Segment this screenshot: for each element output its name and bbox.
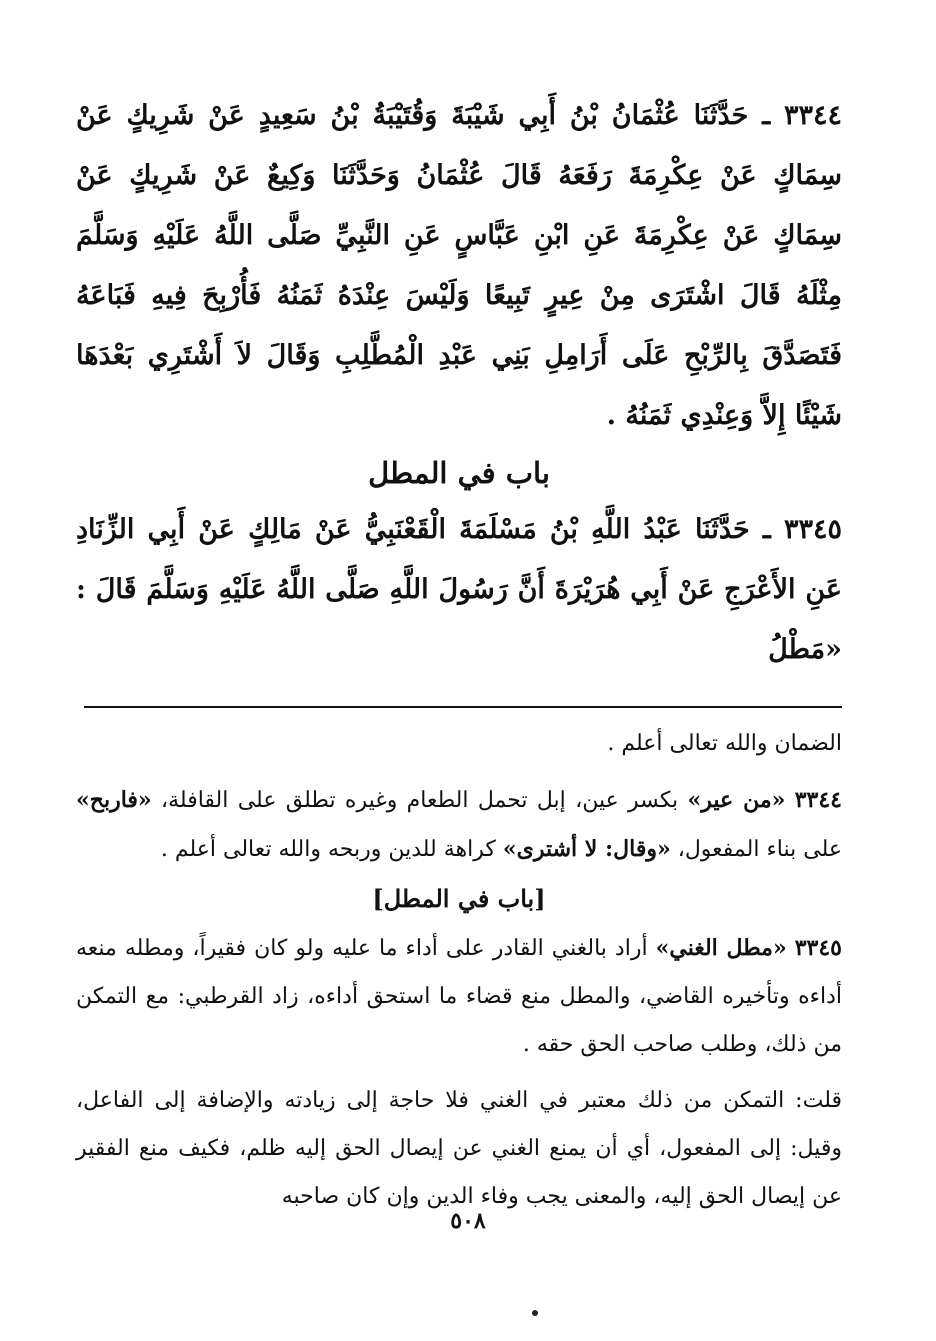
- hadith-number: ٣٣٤٥: [783, 514, 842, 545]
- hadith-3344: [76, 86, 842, 446]
- note-term: «مطل الغني»: [655, 935, 787, 961]
- note-text: أراد بالغني القادر على أداء ما عليه ولو كان فقيراً، ومطله منعه أداءه وتأخيره القاضي، والمطل منع قضاء ما استحق أداءه، زاد القرطبي: مع التمكن من ذلك، وطلب صاحب الحق حقه .: [76, 936, 842, 1057]
- print-speck: [532, 1310, 538, 1316]
- hadith-text: ـ حَدَّثَنَا عَبْدُ اللَّهِ بْنُ مَسْلَمَةَ الْقَعْنَبِيُّ عَنْ مَالِكٍ عَنْ أَبِي الزِّنَادِ عَنِ الأَعْرَجِ عَنْ أَبِي هُرَيْرَةَ أَنَّ رَسُولَ اللَّهِ صَلَّى اللَّهُ عَلَيْهِ وَسَلَّمَ قَالَ : «مَطْلُ: [76, 514, 842, 665]
- note-number: ٣٣٤٤: [794, 787, 842, 813]
- commentary-note-3345: [76, 924, 842, 1069]
- hadith-3345: [76, 500, 842, 680]
- note-term: «من عير»: [687, 787, 786, 813]
- page-content: [76, 86, 842, 1221]
- hadith-text: ـ حَدَّثَنَا عُثْمَانُ بْنُ أَبِي شَيْبَةَ وَقُتَيْبَةُ بْنُ سَعِيدٍ عَنْ شَرِيكٍ عَنْ سِمَاكٍ عَنْ عِكْرِمَةَ رَفَعَهُ قَالَ عُثْمَانُ وَحَدَّثَنَا وَكِيعٌ عَنْ شَرِيكٍ عَنْ سِمَاكٍ عَنْ عِكْرِمَةَ عَنِ ابْنِ عَبَّاسٍ عَنِ النَّبِيِّ صَلَّى اللَّهُ عَلَيْهِ وَسَلَّمَ مِثْلَهُ قَالَ اشْتَرَى مِنْ عِيرٍ تَبِيعًا وَلَيْسَ عِنْدَهُ ثَمَنُهُ فَأُرْبِحَ فِيهِ فَبَاعَهُ فَتَصَدَّقَ بِالرِّبْحِ عَلَى أَرَامِلِ بَنِي عَبْدِ الْمُطَّلِبِ وَقَالَ لاَ أَشْتَرِي بَعْدَهَا شَيْئًا إِلاَّ وَعِنْدِي ثَمَنُهُ .: [76, 100, 842, 431]
- commentary-final-paragraph: قلت: التمكن من ذلك معتبر في الغني فلا حاجة إلى زيادته والإضافة إلى الفاعل، وقيل: إلى المفعول، أي أن يمنع الغني عن إيصال الحق إليه ظلم، فكيف منع الفقير عن إيصال الحق إليه، والمعنى يجب وفاء الدين وإن كان صاحبه: [76, 1088, 842, 1209]
- chapter-heading: باب في المطل: [368, 456, 550, 490]
- note-term: «وقال: لا أشترى»: [502, 836, 671, 862]
- hadith-number: ٣٣٤٤: [783, 100, 842, 131]
- commentary-intro: الضمان والله تعالى أعلم .: [607, 731, 842, 756]
- note-term: «فاربح»: [76, 787, 152, 813]
- note-text: على بناء المفعول،: [677, 837, 842, 862]
- commentary-note-3344: [76, 776, 842, 874]
- note-text: بكسر عين، إبل تحمل الطعام وغيره تطلق على القافلة،: [161, 788, 679, 813]
- commentary-heading: [باب في المطل]: [372, 884, 546, 913]
- note-number: ٣٣٤٥: [794, 935, 842, 961]
- footnote-divider: [84, 706, 842, 708]
- page-number: ٥٠٨: [450, 1208, 486, 1234]
- note-text: كراهة للدين وربحه والله تعالى أعلم .: [160, 837, 496, 862]
